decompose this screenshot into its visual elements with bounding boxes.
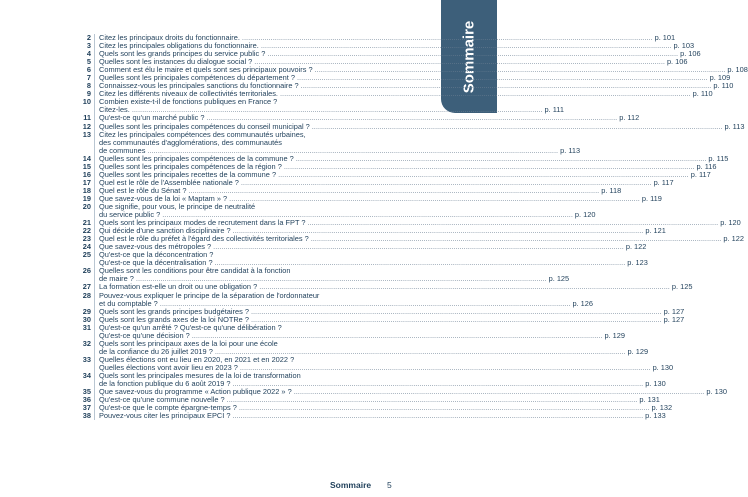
toc-entry-number: 32 <box>82 338 91 348</box>
toc-divider <box>94 123 95 131</box>
toc-entry-page: p. 111 <box>544 105 564 115</box>
toc-entry-number: 35 <box>82 387 91 397</box>
toc-entry-title: Connaissez-vous les principales sanctions du fonctionnaire ? <box>99 81 299 91</box>
toc-leader-dots: ........................................................................................................................................................................................................ <box>307 218 719 228</box>
toc-leader-dots: ........................................................................................................................................................................................................ <box>296 73 708 83</box>
toc-entry-title: Citez les principaux droits du fonctionnaire. <box>99 33 240 42</box>
toc-entry-title: Quelles sont les principales compétences du département ? <box>99 73 295 83</box>
toc-entry-title: Que savez-vous du programme « Action publique 2022 » ? <box>99 387 292 397</box>
toc-leader-dots: ........................................................................................................................................................................................................ <box>300 81 712 91</box>
toc-entry <box>78 411 666 421</box>
toc-leader-dots: ........................................................................................................................................................................................................ <box>238 403 650 413</box>
toc-entry <box>78 354 674 372</box>
toc-divider <box>94 74 95 82</box>
toc-entry-page: p. 108 <box>727 65 748 75</box>
toc-divider <box>94 58 95 66</box>
toc-leader-dots: ........................................................................................................................................................................................................ <box>232 411 644 421</box>
toc-entry-title: et du comptable ? <box>99 298 158 308</box>
toc-entry-title: Quel est le rôle du Sénat ? <box>99 185 187 195</box>
toc-entry-title: Quelles sont les principales compétences de la commune ? <box>99 153 294 163</box>
toc-divider <box>94 171 95 179</box>
toc-entry-title: Qu'est-ce qu'une commune nouvelle ? <box>99 395 225 405</box>
toc-divider <box>94 82 95 90</box>
toc-entry-title: Qu'est-ce que le compte épargne-temps ? <box>99 403 237 413</box>
toc-leader-dots: ........................................................................................................................................................................................................ <box>131 105 543 115</box>
toc-entry-title: Quelles sont les principales recettes de la commune ? <box>99 169 277 179</box>
toc-entry-number: 24 <box>82 242 91 252</box>
toc-entry-number: 37 <box>82 403 91 413</box>
toc-leader-dots: ........................................................................................................................................................................................................ <box>226 395 638 405</box>
toc-leader-dots: ........................................................................................................................................................................................................ <box>239 362 651 372</box>
toc-leader-dots: ........................................................................................................................................................................................................ <box>311 121 723 131</box>
toc-leader-dots: ........................................................................................................................................................................................................ <box>229 193 640 203</box>
toc-entry-page: p. 112 <box>619 113 640 123</box>
toc-entry-page: p. 122 <box>723 234 744 244</box>
toc-leader-dots: ........................................................................................................................................................................................................ <box>254 57 665 67</box>
toc-leader-dots: ........................................................................................................................................................................................................ <box>188 185 600 195</box>
toc-divider <box>94 50 95 58</box>
toc-entry-number: 31 <box>82 322 91 332</box>
toc-entry-number: 25 <box>82 250 91 260</box>
toc-entry-title: de la confiance du 26 juillet 2019 ? <box>99 346 213 356</box>
toc-divider <box>94 114 95 122</box>
toc-divider <box>94 267 95 283</box>
toc-entry-title: de maire ? <box>99 274 134 284</box>
toc-divider <box>94 356 95 372</box>
toc-entry <box>78 129 581 155</box>
toc-leader-dots: ........................................................................................................................................................................................................ <box>259 282 670 292</box>
toc-leader-dots: ........................................................................................................................................................................................................ <box>159 298 571 308</box>
toc-leader-dots: ........................................................................................................................................................................................................ <box>250 306 662 316</box>
toc-entry-number: 13 <box>82 129 91 139</box>
toc-entry <box>78 97 564 115</box>
toc-entry-title: Citez les principales compétences des communautés urbaines, <box>99 129 306 139</box>
toc-entry-title: Quelles élections vont avoir lieu en 2023 ? <box>99 362 238 372</box>
toc-divider <box>94 187 95 195</box>
toc-divider <box>94 163 95 171</box>
toc-entry-title: Quel est le rôle du préfet à l'égard des collectivités territoriales ? <box>99 234 309 244</box>
toc-divider <box>94 66 95 74</box>
toc-entry-page: p. 106 <box>680 49 701 59</box>
toc-entry-number: 3 <box>86 41 91 51</box>
toc-entry-page: p. 121 <box>645 226 666 236</box>
toc-entry-number: 10 <box>82 97 91 107</box>
toc-divider <box>94 219 95 227</box>
toc-entry-number: 9 <box>86 89 91 99</box>
toc-entry-page: p. 110 <box>713 81 734 91</box>
toc-divider <box>94 251 95 267</box>
toc-entry-page: p. 123 <box>627 258 648 268</box>
toc-entry <box>78 322 625 340</box>
toc-divider <box>94 179 95 187</box>
toc-leader-dots: ........................................................................................................................................................................................................ <box>232 226 644 236</box>
toc-divider <box>94 340 95 356</box>
toc-entry-page: p. 130 <box>652 362 674 372</box>
toc-entry-title: Quels sont les principales mesures de la loi de transformation <box>99 370 301 380</box>
toc-entry-number: 33 <box>82 354 91 364</box>
toc-entry-title: Quelles élections ont eu lieu en 2020, en 2021 et en 2022 ? <box>99 354 295 364</box>
toc-entry-title: Comment est élu le maire et quels sont ses principaux pouvoirs ? <box>99 65 313 75</box>
toc-divider <box>94 42 95 50</box>
toc-entry-page: p. 130 <box>645 379 666 389</box>
toc-entry-page: p. 106 <box>666 57 688 67</box>
toc-divider <box>94 235 95 243</box>
toc-entry-page: p. 116 <box>696 161 717 171</box>
toc-entry-title: Que savez-vous de la loi « Maptam » ? <box>99 193 228 203</box>
toc-entry-number: 15 <box>82 161 91 171</box>
toc-leader-dots: ........................................................................................................................................................................................................ <box>267 49 679 59</box>
toc-divider <box>94 308 95 316</box>
toc-entry-title: Quels sont les grands principes budgétaires ? <box>99 306 249 316</box>
toc-leader-dots: ........................................................................................................................................................................................................ <box>213 242 624 252</box>
footer-page-number: 5 <box>387 480 392 490</box>
toc-leader-dots: ........................................................................................................................................................................................................ <box>241 33 653 42</box>
toc-entry-page: p. 110 <box>692 89 713 99</box>
toc-divider <box>94 412 95 420</box>
toc-entry-title: Quelles sont les conditions pour être candidat à la fonction <box>99 266 291 276</box>
toc-divider <box>94 131 95 155</box>
toc-leader-dots: ........................................................................................................................................................................................................ <box>314 65 726 75</box>
toc-leader-dots: ........................................................................................................................................................................................................ <box>283 161 695 171</box>
toc-entry-page: p. 120 <box>574 210 596 220</box>
toc-entry-page: p. 101 <box>654 33 676 42</box>
side-tab-label: Sommaire <box>460 20 478 93</box>
toc-divider <box>94 203 95 219</box>
toc-divider <box>94 195 95 203</box>
toc-leader-dots: ........................................................................................................................................................................................................ <box>162 210 573 220</box>
toc-entry-page: p. 109 <box>709 73 731 83</box>
toc-entry-title: du service public ? <box>99 210 161 220</box>
toc-entry-number: 4 <box>86 49 91 59</box>
toc-entry-title: Citez les différents niveaux de collectivités territoriales. <box>99 89 278 99</box>
toc-entry-page: p. 115 <box>708 153 729 163</box>
toc-entry-page: p. 125 <box>671 282 693 292</box>
toc-entry-number: 6 <box>86 65 91 75</box>
toc-entry-number: 38 <box>82 411 91 421</box>
toc-entry <box>78 370 666 389</box>
toc-entry-number: 36 <box>82 395 91 405</box>
toc-entry-number: 23 <box>82 234 91 244</box>
toc-entry-number: 29 <box>82 306 91 316</box>
toc-divider <box>94 155 95 163</box>
toc-entry-page: p. 127 <box>663 314 685 324</box>
toc-leader-dots: ........................................................................................................................................................................................................ <box>295 153 707 163</box>
toc-entry-title: Quelles sont les instances du dialogue social ? <box>99 57 253 67</box>
toc-divider <box>94 292 95 308</box>
toc-entry-page: p. 117 <box>653 177 674 187</box>
toc-leader-dots: ........................................................................................................................................................................................................ <box>279 89 691 99</box>
toc-divider <box>94 388 95 396</box>
toc-divider <box>94 243 95 251</box>
toc-entry-page: p. 117 <box>690 169 711 179</box>
toc-entry-number: 16 <box>82 169 91 179</box>
toc-entry-number: 11 <box>83 113 91 123</box>
toc-leader-dots: ........................................................................................................................................................................................................ <box>135 274 547 284</box>
toc-entry-title: Quelles sont les principales compétences de la région ? <box>99 161 282 171</box>
toc-entry-number: 5 <box>86 57 91 67</box>
toc-entry-title: des communautés d'agglomérations, des communautés <box>99 137 282 147</box>
toc-entry-number: 28 <box>82 290 91 300</box>
page-footer <box>0 477 497 497</box>
toc-entry-number: 14 <box>82 153 91 163</box>
toc-divider <box>94 227 95 235</box>
toc-leader-dots: ........................................................................................................................................................................................................ <box>191 330 603 340</box>
toc-entry-title: Citez les principales obligations du fonctionnaire. <box>99 41 259 51</box>
toc-divider <box>94 316 95 324</box>
toc-entry-title: La formation est-elle un droit ou une obligation ? <box>99 282 258 292</box>
toc-entry-number: 8 <box>86 81 91 91</box>
toc-entry-number: 22 <box>82 226 91 236</box>
toc-entry <box>78 338 649 356</box>
toc-entry-number: 21 <box>82 218 91 228</box>
toc-divider <box>94 283 95 291</box>
toc-entry-title: Qu'est-ce qu'une décision ? <box>99 330 190 340</box>
toc-entry-page: p. 120 <box>720 218 741 228</box>
toc-entry-title: Citez-les. <box>99 105 130 115</box>
toc-entry-page: p. 119 <box>641 193 662 203</box>
toc-divider <box>94 98 95 114</box>
toc-leader-dots: ........................................................................................................................................................................................................ <box>278 169 689 179</box>
toc-entry-number: 34 <box>82 370 91 380</box>
toc-entry-title: Quels sont les grands axes de la loi NOTRe ? <box>99 314 249 324</box>
toc-entry-title: Qu'est-ce que la déconcentration ? <box>99 250 214 260</box>
toc-divider <box>94 404 95 412</box>
toc-leader-dots: ........................................................................................................................................................................................................ <box>232 379 644 389</box>
toc-entry-title: Quels sont les principaux modes de recrutement dans la FPT ? <box>99 218 306 228</box>
toc-entry-title: Quel est le rôle de l'Assemblée nationale ? <box>99 177 239 187</box>
toc-entry-number: 17 <box>82 177 91 187</box>
toc-entry-page: p. 126 <box>572 298 594 308</box>
toc-entry <box>78 250 648 268</box>
toc-entry-title: Qu'est-ce qu'un marché public ? <box>99 113 205 123</box>
toc-entry-page: p. 118 <box>601 185 622 195</box>
toc-entry <box>78 201 596 220</box>
toc-entry-page: p. 127 <box>663 306 685 316</box>
toc-leader-dots: ........................................................................................................................................................................................................ <box>240 177 652 187</box>
toc-leader-dots: ........................................................................................................................................................................................................ <box>214 346 626 356</box>
toc-entry-page: p. 113 <box>724 121 745 131</box>
toc-entry-page: p. 129 <box>627 346 649 356</box>
toc-entry-page: p. 129 <box>604 330 625 340</box>
toc-entry-page: p. 113 <box>560 145 581 155</box>
toc-entry-number: 2 <box>86 33 91 42</box>
toc-entry-title: Quelles sont les principales compétences du conseil municipal ? <box>99 121 310 131</box>
toc-entry-page: p. 122 <box>625 242 647 252</box>
toc-entry-number: 27 <box>82 282 91 292</box>
toc-entry-title: Quels sont les principaux axes de la loi pour une école <box>99 338 278 348</box>
toc-entry-number: 12 <box>82 121 91 131</box>
toc-divider <box>94 34 95 42</box>
toc-entry <box>78 266 570 284</box>
toc-entry-page: p. 125 <box>548 274 570 284</box>
toc-leader-dots: ........................................................................................................................................................................................................ <box>293 387 705 397</box>
toc-entry-title: Qui décide d'une sanction disciplinaire ? <box>99 226 231 236</box>
toc-entry-number: 7 <box>86 73 91 83</box>
toc-entry-number: 30 <box>82 314 91 324</box>
toc-divider <box>94 90 95 98</box>
toc-entry-title: Combien existe-t-il de fonctions publiques en France ? <box>99 97 278 107</box>
toc-entry-number: 26 <box>82 266 91 276</box>
toc-entry-title: Qu'est-ce qu'un arrêté ? Qu'est-ce qu'une délibération ? <box>99 322 282 332</box>
toc-entry-page: p. 132 <box>651 403 673 413</box>
toc-entry-number: 19 <box>82 193 91 203</box>
toc-leader-dots: ........................................................................................................................................................................................................ <box>214 258 626 268</box>
toc-divider <box>94 396 95 404</box>
toc-entry-title: de la fonction publique du 6 août 2019 ? <box>99 379 231 389</box>
toc-entry-number: 20 <box>82 201 91 211</box>
toc-leader-dots: ........................................................................................................................................................................................................ <box>250 314 662 324</box>
toc-leader-dots: ........................................................................................................................................................................................................ <box>147 145 559 155</box>
toc-entry-title: Que signifie, pour vous, le principe de neutralité <box>99 201 256 211</box>
toc-divider <box>94 324 95 340</box>
toc-entry-title: de communes <box>99 145 146 155</box>
toc-leader-dots: ........................................................................................................................................................................................................ <box>260 41 672 51</box>
toc-entry-title: Pouvez-vous expliquer le principe de la séparation de l'ordonnateur <box>99 290 320 300</box>
toc-leader-dots: ........................................................................................................................................................................................................ <box>310 234 722 244</box>
toc-entry-number: 18 <box>82 185 91 195</box>
toc-entry-title: Quels sont les grands principes du service public ? <box>99 49 266 59</box>
toc-entry-title: Que savez-vous des métropoles ? <box>99 242 212 252</box>
toc-divider <box>94 372 95 388</box>
toc-entry-page: p. 133 <box>645 411 666 421</box>
toc-entry-page: p. 103 <box>673 41 695 51</box>
toc-entry-page: p. 131 <box>639 395 660 405</box>
footer-label: Sommaire <box>330 480 372 490</box>
toc-entry-title: Qu'est-ce que la décentralisation ? <box>99 258 213 268</box>
toc-entry <box>78 290 594 308</box>
toc-entry-page: p. 130 <box>706 387 727 397</box>
toc-leader-dots: ........................................................................................................................................................................................................ <box>206 113 618 123</box>
toc-entry-title: Pouvez-vous citer les principaux EPCI ? <box>99 411 231 421</box>
